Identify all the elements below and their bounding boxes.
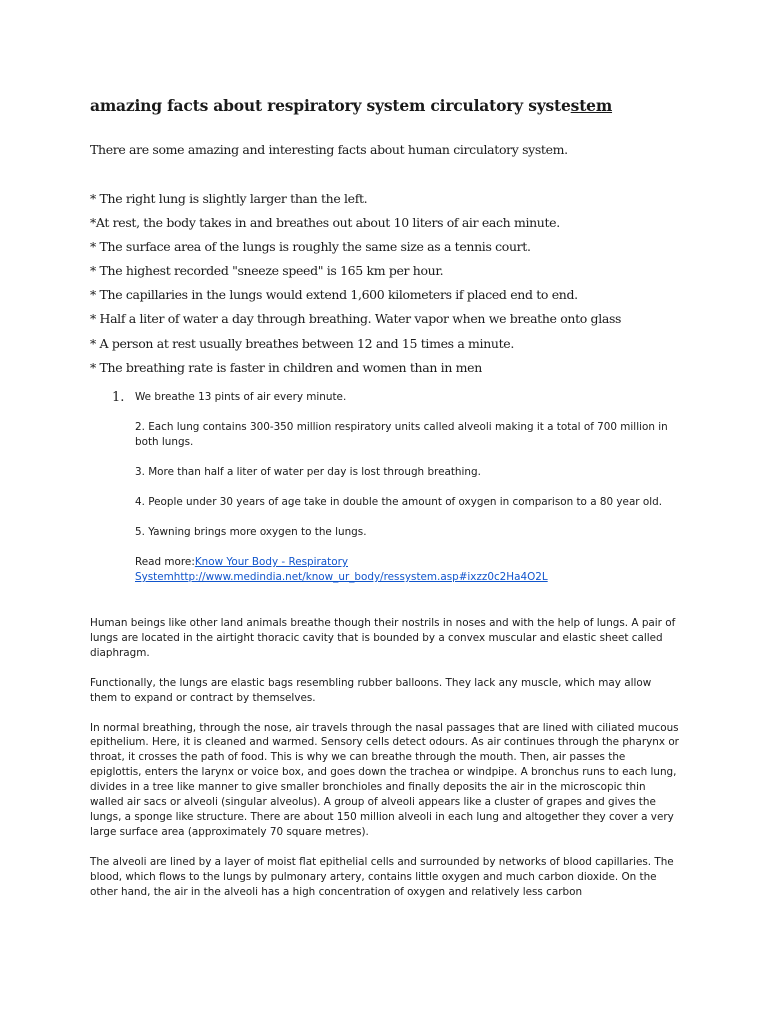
body-text: [90, 616, 680, 915]
read-more: [135, 555, 685, 585]
body-paragraph: The alveoli are lined by a layer of moist flat epithelial cells and surrounded by networks of blood capillaries. The blood, which flows to the lungs by pulmonary artery, contains little oxygen and much carbon dioxide. On the other hand, the air in the alveoli has a high concentration of oxygen and relatively less carbon: [90, 855, 674, 898]
list-marker-1: 1.: [112, 390, 125, 405]
body-paragraph: Functionally, the lungs are elastic bags resembling rubber balloons. They lack any muscle, which may allow them to expand or contract by themselves.: [90, 676, 652, 704]
fact-item: *At rest, the body takes in and breathes out about 10 liters of air each minute.: [90, 215, 560, 231]
intro-text: There are some amazing and interesting facts about human circulatory system.: [90, 142, 568, 157]
numbered-list: [135, 390, 685, 600]
body-paragraph: In normal breathing, through the nose, air travels through the nasal passages that are lined with ciliated mucous epithelium. Here, it is cleaned and warmed. Sensory cells detect odours. As air continues through the pharynx or throat, it crosses the path of food. This is why we can breathe through the mouth. Then, air passes the epiglottis, enters the larynx or voice box, and goes down the trachea or windpipe. A bronchus runs to each lung, divides in a tree like manner to give smaller bronchioles and finally deposits the air in the microscopic thin walled air sacs or alveoli (singular alveolus). A group of alveoli appears like a cluster of grapes and gives the lungs, a sponge like structure. There are about 150 million alveoli in each lung and altogether they cover a very large surface area (approximately 70 square metres).: [90, 721, 679, 838]
fact-item: * A person at rest usually breathes between 12 and 15 times a minute.: [90, 335, 514, 351]
numbered-item-5: 5. Yawning brings more oxygen to the lungs.: [135, 526, 367, 538]
fact-item: * The breathing rate is faster in children and women than in men: [90, 359, 482, 375]
numbered-item-2: 2. Each lung contains 300-350 million respiratory units called alveoli making it a total of 700 million in both lungs.: [135, 421, 668, 448]
page-title-text: amazing facts about respiratory system circulatory syste: [90, 96, 571, 115]
numbered-item-4: 4. People under 30 years of age take in double the amount of oxygen in comparison to a 80 year old.: [135, 496, 663, 508]
fact-item: * Half a liter of water a day through breathing. Water vapor when we breathe onto glass: [90, 311, 622, 327]
read-more-label: Read more:: [135, 556, 195, 568]
body-paragraph: Human beings like other land animals breathe though their nostrils in noses and with the help of lungs. A pair of lungs are located in the airtight thoracic cavity that is bounded by a convex muscular and elastic sheet called diaphragm.: [90, 617, 676, 659]
fact-item: * The surface area of the lungs is roughly the same size as a tennis court.: [90, 239, 531, 255]
page-title-underlined: stem: [570, 96, 613, 115]
facts-list: [90, 187, 621, 380]
fact-item: * The highest recorded "sneeze speed" is 165 km per hour.: [90, 263, 444, 279]
numbered-item-1: We breathe 13 pints of air every minute.: [135, 391, 347, 403]
page-title: [90, 96, 612, 116]
fact-item: * The right lung is slightly larger than the left.: [90, 191, 368, 206]
read-more-link[interactable]: Know Your Body - Respiratory Systemhttp://www.medindia.net/know_ur_body/ressystem.asp#ixzz0c2Ha4O2L: [135, 556, 548, 583]
numbered-item-3: 3. More than half a liter of water per day is lost through breathing.: [135, 466, 481, 478]
fact-item: * The capillaries in the lungs would extend 1,600 kilometers if placed end to end.: [90, 287, 578, 303]
